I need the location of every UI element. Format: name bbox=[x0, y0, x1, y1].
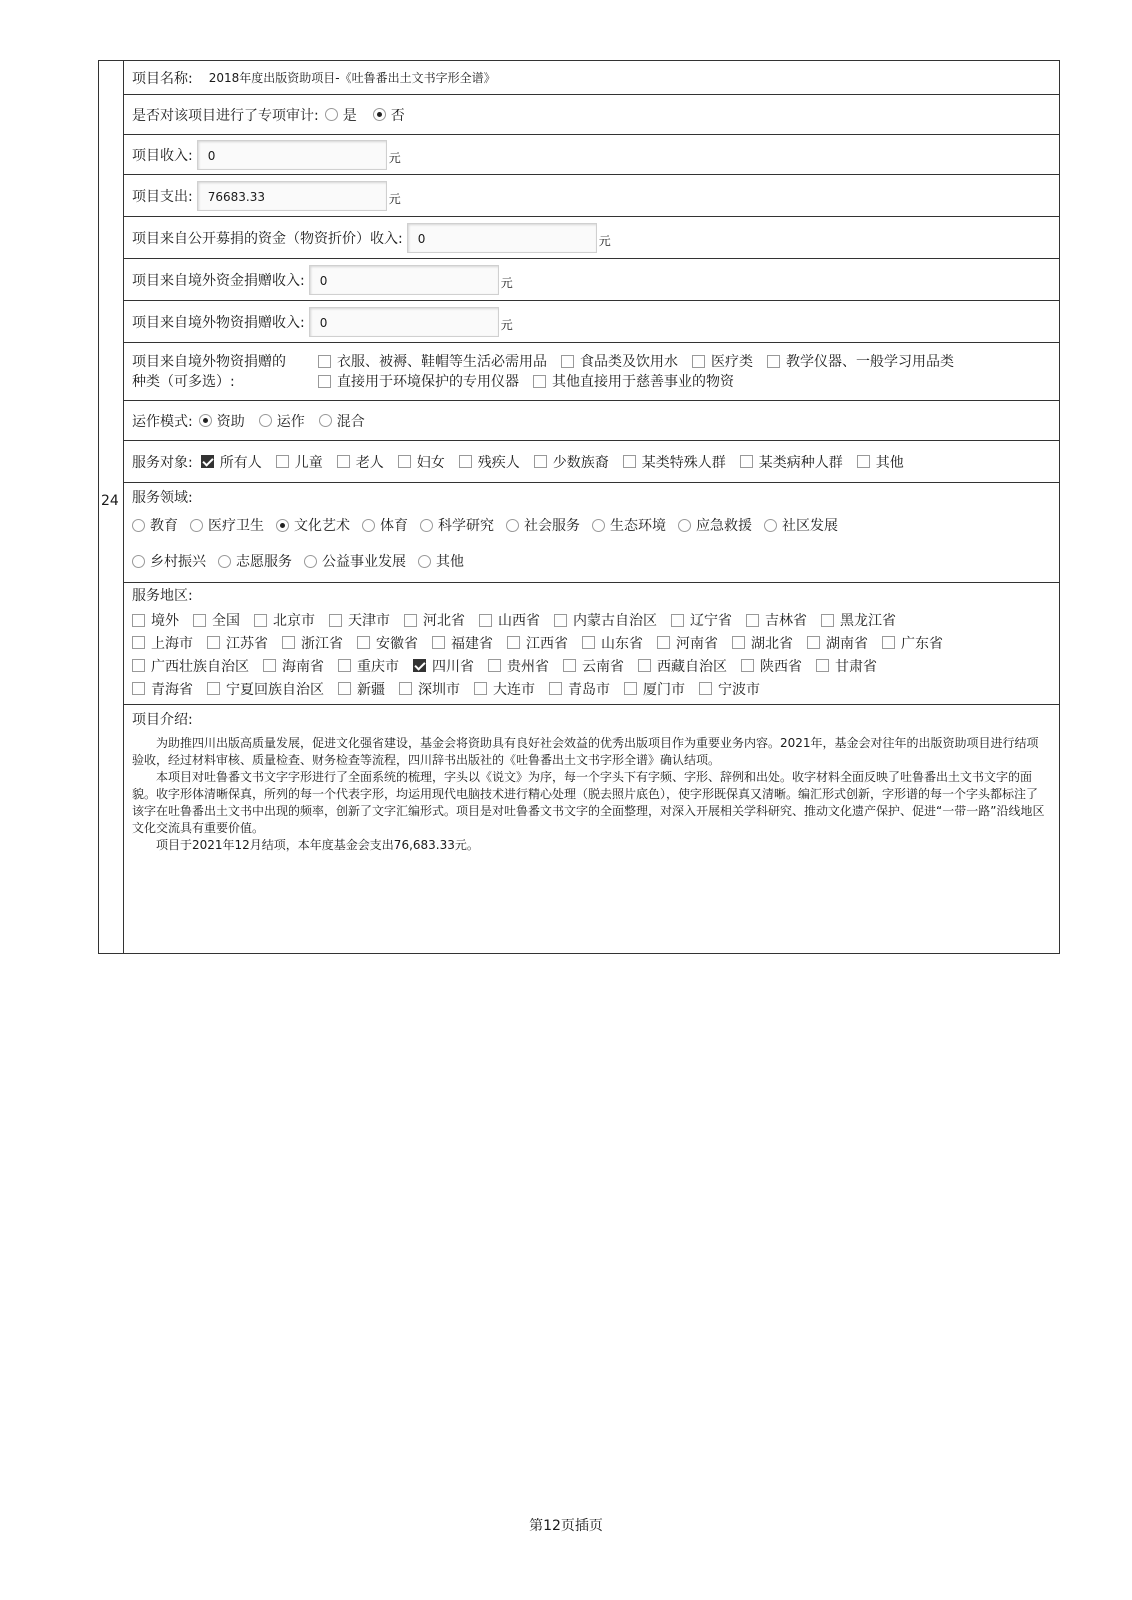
area-checkbox[interactable] bbox=[338, 659, 351, 672]
target-label: 老人 bbox=[355, 454, 384, 471]
public-funds-unit: 元 bbox=[598, 234, 611, 248]
audit-label: 是否对该项目进行了专项审计: bbox=[132, 107, 319, 124]
target-label: 其他 bbox=[875, 454, 904, 471]
area-label: 广西壮族自治区 bbox=[151, 658, 249, 675]
area-label: 黑龙江省 bbox=[840, 613, 896, 629]
area-checkbox[interactable] bbox=[329, 614, 342, 627]
income-row bbox=[124, 135, 1059, 175]
intro-paragraph: 为助推四川出版高质量发展，促进文化强省建设，基金会将资助具有良好社会效益的优秀出版项目作为重要业务内容。2021年，基金会对往年的出版资助项目进行结项验收，经过材料审核、质量检查、财务检查等流程，四川辞书出版社的《吐鲁番出土文书字形全谱》确认结项。 bbox=[132, 736, 1039, 767]
area-label: 江西省 bbox=[526, 635, 568, 652]
area-label: 天津市 bbox=[348, 613, 390, 629]
area-checkbox[interactable] bbox=[582, 636, 595, 649]
area-checkbox[interactable] bbox=[193, 614, 206, 627]
field-radio[interactable] bbox=[362, 519, 375, 532]
public-funds-label: 项目来自公开募捐的资金（物资折价）收入: bbox=[132, 230, 403, 247]
area-checkbox[interactable] bbox=[474, 682, 487, 695]
mode-mixed-radio[interactable] bbox=[319, 414, 332, 427]
area-label: 安徽省 bbox=[376, 635, 418, 652]
area-checkbox[interactable] bbox=[549, 682, 562, 695]
field-radio[interactable] bbox=[218, 555, 231, 568]
area-label: 西藏自治区 bbox=[657, 658, 727, 675]
area-checkbox[interactable] bbox=[507, 636, 520, 649]
area-checkbox[interactable] bbox=[132, 636, 145, 649]
field-label: 社会服务 bbox=[524, 518, 580, 534]
goods-option-checkbox[interactable] bbox=[767, 355, 780, 368]
field-radio[interactable] bbox=[678, 519, 691, 532]
intro-row bbox=[124, 705, 1059, 955]
goods-option-checkbox[interactable] bbox=[533, 375, 546, 388]
area-checkbox[interactable] bbox=[132, 659, 145, 672]
area-checkbox[interactable] bbox=[624, 682, 637, 695]
goods-types-label-line1: 项目来自境外物资捐赠的 bbox=[132, 353, 286, 370]
area-checkbox[interactable] bbox=[282, 636, 295, 649]
area-checkbox[interactable] bbox=[404, 614, 417, 627]
area-label: 新疆 bbox=[357, 681, 385, 698]
area-label: 大连市 bbox=[493, 681, 535, 698]
foreign-cash-row bbox=[124, 259, 1059, 301]
target-checkbox[interactable] bbox=[740, 455, 753, 468]
target-label: 某类病种人群 bbox=[758, 454, 843, 471]
foreign-cash-unit: 元 bbox=[500, 276, 513, 290]
area-label: 浙江省 bbox=[301, 635, 343, 652]
goods-types-label-line2: 种类（可多选）: bbox=[132, 373, 235, 390]
field-radio[interactable] bbox=[764, 519, 777, 532]
area-label: 山东省 bbox=[601, 635, 643, 652]
goods-types-label bbox=[132, 352, 310, 392]
service-area-line2 bbox=[132, 631, 1059, 654]
area-checkbox[interactable] bbox=[741, 659, 754, 672]
foreign-goods-unit: 元 bbox=[500, 318, 513, 332]
field-radio[interactable] bbox=[132, 555, 145, 568]
audit-no-radio[interactable] bbox=[373, 108, 386, 121]
area-label: 海南省 bbox=[282, 658, 324, 675]
area-label: 青岛市 bbox=[568, 681, 610, 698]
area-checkbox[interactable] bbox=[699, 682, 712, 695]
income-label: 项目收入: bbox=[132, 147, 193, 164]
area-label: 重庆市 bbox=[357, 658, 399, 675]
area-checkbox[interactable] bbox=[357, 636, 370, 649]
area-label: 北京市 bbox=[273, 613, 315, 629]
field-radio[interactable] bbox=[418, 555, 431, 568]
audit-no-label: 否 bbox=[390, 107, 405, 124]
row-number: 24 bbox=[101, 493, 119, 509]
field-label: 志愿服务 bbox=[236, 554, 292, 570]
field-label: 文化艺术 bbox=[294, 518, 350, 534]
area-label: 内蒙古自治区 bbox=[573, 613, 657, 629]
area-label: 吉林省 bbox=[765, 613, 807, 629]
area-label: 贵州省 bbox=[507, 658, 549, 675]
target-label: 少数族裔 bbox=[552, 454, 609, 471]
area-label: 四川省 bbox=[432, 658, 474, 675]
field-label: 生态环境 bbox=[610, 518, 666, 534]
field-label: 其他 bbox=[436, 554, 464, 570]
foreign-goods-field[interactable]: 0 bbox=[309, 307, 499, 337]
mode-grant-radio[interactable] bbox=[199, 414, 212, 427]
target-label: 残疾人 bbox=[477, 454, 520, 471]
service-area-label: 服务地区: bbox=[132, 588, 193, 604]
target-label: 妇女 bbox=[416, 454, 445, 471]
target-checkbox[interactable] bbox=[534, 455, 547, 468]
area-checkbox[interactable] bbox=[338, 682, 351, 695]
goods-option-checkbox[interactable] bbox=[692, 355, 705, 368]
goods-option-label: 食品类及饮用水 bbox=[580, 353, 678, 370]
area-checkbox[interactable] bbox=[807, 636, 820, 649]
page-footer: 第12页插页 bbox=[529, 1518, 603, 1534]
goods-option-label: 其他直接用于慈善事业的物资 bbox=[552, 373, 734, 390]
target-checkbox[interactable] bbox=[857, 455, 870, 468]
service-field-row bbox=[124, 483, 1059, 583]
income-field[interactable]: 0 bbox=[197, 140, 387, 170]
area-checkbox[interactable] bbox=[671, 614, 684, 627]
intro-paragraph: 项目于2021年12月结项，本年度基金会支出76,683.33元。 bbox=[156, 838, 479, 852]
expense-field[interactable]: 76683.33 bbox=[197, 181, 387, 211]
goods-option-checkbox[interactable] bbox=[318, 355, 331, 368]
area-checkbox[interactable] bbox=[132, 682, 145, 695]
service-field-options-line2 bbox=[132, 551, 1059, 571]
project-name-label: 项目名称: bbox=[132, 70, 193, 87]
goods-option-label: 教学仪器、一般学习用品类 bbox=[786, 353, 954, 370]
area-checkbox[interactable] bbox=[263, 659, 276, 672]
goods-option-checkbox[interactable] bbox=[318, 375, 331, 388]
area-checkbox[interactable] bbox=[132, 614, 145, 627]
field-label: 教育 bbox=[150, 518, 178, 534]
area-checkbox[interactable] bbox=[554, 614, 567, 627]
goods-option-checkbox[interactable] bbox=[561, 355, 574, 368]
goods-types-row bbox=[124, 343, 1059, 401]
target-checkbox[interactable] bbox=[276, 455, 289, 468]
field-label: 科学研究 bbox=[438, 518, 494, 534]
service-area-line3 bbox=[132, 654, 1059, 677]
area-label: 境外 bbox=[151, 613, 179, 629]
area-checkbox[interactable] bbox=[207, 636, 220, 649]
target-checkbox[interactable] bbox=[398, 455, 411, 468]
service-target-label: 服务对象: bbox=[132, 454, 193, 471]
service-field-options-line1 bbox=[132, 515, 1059, 535]
project-details bbox=[124, 60, 1060, 954]
field-radio-selected[interactable] bbox=[276, 519, 289, 532]
area-label: 河南省 bbox=[676, 635, 718, 652]
foreign-cash-label: 项目来自境外资金捐赠收入: bbox=[132, 272, 305, 289]
area-checkbox[interactable] bbox=[821, 614, 834, 627]
income-unit: 元 bbox=[388, 151, 401, 165]
service-area-line1 bbox=[132, 609, 1059, 631]
goods-types-options-line1 bbox=[310, 352, 960, 372]
goods-types-options-line2 bbox=[310, 372, 960, 392]
area-checkbox[interactable] bbox=[816, 659, 829, 672]
field-radio[interactable] bbox=[304, 555, 317, 568]
field-radio[interactable] bbox=[420, 519, 433, 532]
foreign-goods-row bbox=[124, 301, 1059, 343]
area-label: 云南省 bbox=[582, 658, 624, 675]
row-number-column bbox=[98, 60, 124, 954]
operation-mode-label: 运作模式: bbox=[132, 413, 193, 430]
area-label: 辽宁省 bbox=[690, 613, 732, 629]
project-name-row bbox=[124, 61, 1059, 95]
audit-yes-radio[interactable] bbox=[325, 108, 338, 121]
area-label: 厦门市 bbox=[643, 681, 685, 698]
audit-yes-label: 是 bbox=[342, 107, 357, 124]
service-area-row bbox=[124, 583, 1059, 705]
field-radio[interactable] bbox=[132, 519, 145, 532]
target-label: 所有人 bbox=[219, 454, 262, 471]
area-label: 湖南省 bbox=[826, 635, 868, 652]
expense-row bbox=[124, 175, 1059, 217]
goods-option-label: 直接用于环境保护的专用仪器 bbox=[337, 373, 519, 390]
project-table bbox=[98, 60, 1060, 954]
service-field-label: 服务领域: bbox=[132, 490, 193, 506]
area-label: 广东省 bbox=[901, 635, 943, 652]
area-label: 全国 bbox=[212, 613, 240, 629]
intro-label: 项目介绍: bbox=[132, 712, 193, 728]
field-radio[interactable] bbox=[190, 519, 203, 532]
target-label: 某类特殊人群 bbox=[641, 454, 726, 471]
area-label: 陕西省 bbox=[760, 658, 802, 675]
goods-option-label: 衣服、被褥、鞋帽等生活必需用品 bbox=[337, 353, 547, 370]
project-name-value: 2018年度出版资助项目-《吐鲁番出土文书字形全谱》 bbox=[208, 71, 496, 85]
area-label: 宁夏回族自治区 bbox=[226, 681, 324, 698]
area-label: 福建省 bbox=[451, 635, 493, 652]
area-checkbox[interactable] bbox=[432, 636, 445, 649]
mode-operate-radio[interactable] bbox=[259, 414, 272, 427]
area-checkbox-checked[interactable] bbox=[413, 659, 426, 672]
area-checkbox[interactable] bbox=[882, 636, 895, 649]
area-label: 上海市 bbox=[151, 635, 193, 652]
area-checkbox[interactable] bbox=[207, 682, 220, 695]
foreign-cash-field[interactable]: 0 bbox=[309, 265, 499, 295]
field-label: 社区发展 bbox=[782, 518, 838, 534]
area-label: 青海省 bbox=[151, 681, 193, 698]
mode-grant-label: 资助 bbox=[216, 413, 245, 430]
service-area-line4 bbox=[132, 677, 1059, 700]
field-label: 乡村振兴 bbox=[150, 554, 206, 570]
area-label: 河北省 bbox=[423, 613, 465, 629]
public-funds-field[interactable]: 0 bbox=[407, 223, 597, 253]
area-label: 甘肃省 bbox=[835, 658, 877, 675]
target-label: 儿童 bbox=[294, 454, 323, 471]
operation-mode-row bbox=[124, 401, 1059, 441]
area-checkbox[interactable] bbox=[638, 659, 651, 672]
area-label: 宁波市 bbox=[718, 681, 760, 698]
area-checkbox[interactable] bbox=[254, 614, 267, 627]
target-checkbox[interactable] bbox=[459, 455, 472, 468]
intro-paragraph: 本项目对吐鲁番文书文字字形进行了全面系统的梳理，字头以《说文》为序，每一个字头下有字频、字形、辞例和出处。收字材料全面反映了吐鲁番出土文书文字的面貌。收字形体清晰保真，所列的每一个代表字形，均运用现代电脑技术进行精心处理（脱去照片底色），使字形既保真又清晰。编汇形式创新，字形谱的每一个字头都标注了该字在吐鲁番出土文书中出现的频率，创新了文字汇编形式。项目是对吐鲁番文书文字的全面整理，对深入开展相关学科研究、推动文化遗产保护、促进“一带一路”沿线地区文化交流具有重要价值。 bbox=[132, 770, 1045, 835]
area-checkbox[interactable] bbox=[732, 636, 745, 649]
field-label: 应急救援 bbox=[696, 518, 752, 534]
target-checkbox[interactable] bbox=[623, 455, 636, 468]
area-checkbox[interactable] bbox=[657, 636, 670, 649]
field-label: 体育 bbox=[380, 518, 408, 534]
area-label: 山西省 bbox=[498, 613, 540, 629]
area-checkbox[interactable] bbox=[746, 614, 759, 627]
area-checkbox[interactable] bbox=[399, 682, 412, 695]
field-label: 医疗卫生 bbox=[208, 518, 264, 534]
field-label: 公益事业发展 bbox=[322, 554, 406, 570]
expense-unit: 元 bbox=[388, 192, 401, 206]
target-checkbox[interactable] bbox=[337, 455, 350, 468]
audit-row bbox=[124, 95, 1059, 135]
service-target-row bbox=[124, 441, 1059, 483]
area-label: 深圳市 bbox=[418, 681, 460, 698]
public-funds-row bbox=[124, 217, 1059, 259]
area-label: 江苏省 bbox=[226, 635, 268, 652]
expense-label: 项目支出: bbox=[132, 188, 193, 205]
field-radio[interactable] bbox=[592, 519, 605, 532]
area-label: 湖北省 bbox=[751, 635, 793, 652]
area-checkbox[interactable] bbox=[563, 659, 576, 672]
goods-option-label: 医疗类 bbox=[711, 353, 753, 370]
area-checkbox[interactable] bbox=[479, 614, 492, 627]
foreign-goods-label: 项目来自境外物资捐赠收入: bbox=[132, 314, 305, 331]
area-checkbox[interactable] bbox=[488, 659, 501, 672]
mode-mixed-label: 混合 bbox=[336, 413, 365, 430]
field-radio[interactable] bbox=[506, 519, 519, 532]
target-checkbox-checked[interactable] bbox=[201, 455, 214, 468]
mode-operate-label: 运作 bbox=[276, 413, 305, 430]
